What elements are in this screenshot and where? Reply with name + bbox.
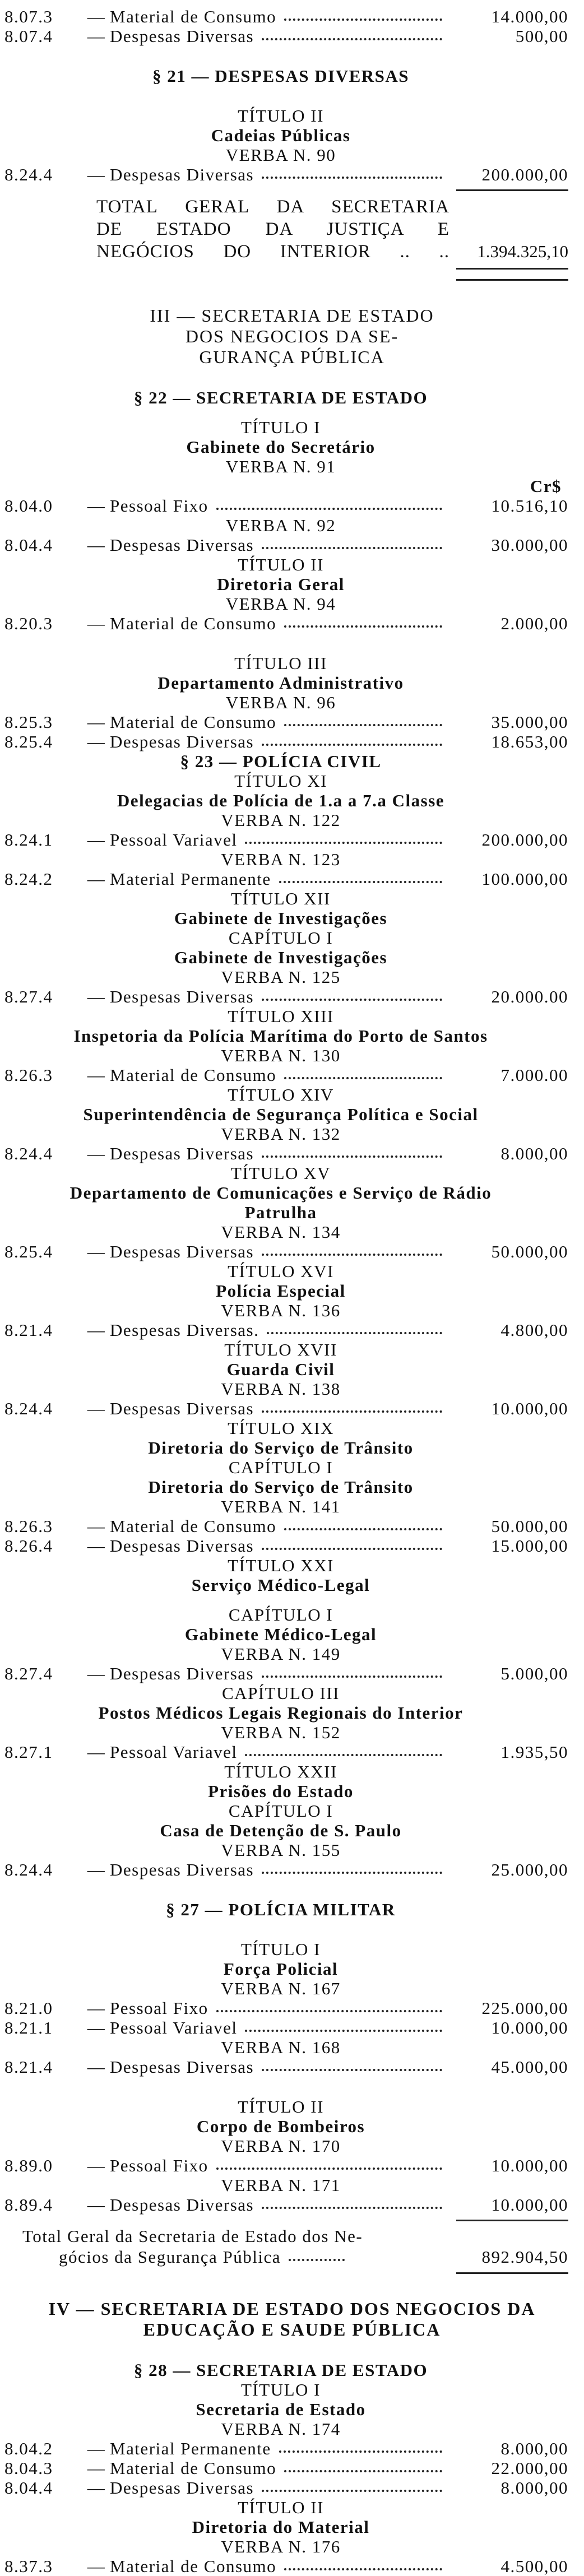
item-amount: 50.000,00 (491, 1516, 568, 1536)
dash-separator: — (87, 1320, 106, 1340)
currency-label: Cr$ (530, 476, 562, 496)
item-code: 8.27.4 (4, 987, 53, 1006)
item-label: Despesas Diversas. (110, 1320, 259, 1340)
department-name: Gabinete de Investigações (174, 948, 388, 967)
item-amount: 10.000,00 (491, 2156, 568, 2175)
item-amount: 4.800,00 (500, 1320, 568, 1340)
budget-line-item (0, 2018, 584, 2037)
item-label: Despesas Diversas (110, 1242, 254, 1261)
department-name: Diretoria do Material (192, 2517, 370, 2537)
department-name: Força Policial (223, 1959, 339, 1979)
dot-leader (245, 2024, 442, 2032)
department-name: Gabinete Médico-Legal (184, 1624, 377, 1644)
budget-line-item (0, 830, 584, 850)
dot-leader (262, 2484, 442, 2492)
grand-total-line: DE ESTADO DA JUSTIÇA E (96, 219, 449, 239)
title-heading: TÍTULO XIII (228, 1006, 334, 1026)
dot-leader (262, 1248, 442, 1256)
item-amount: 7.000.00 (500, 1065, 568, 1085)
title-heading: TÍTULO II (238, 2097, 324, 2117)
title-heading: TÍTULO XI (234, 771, 327, 791)
department-name: Postos Médicos Legais Regionais do Interior (98, 1703, 464, 1723)
item-code: 8.26.3 (4, 1516, 53, 1536)
dash-separator: — (87, 1664, 106, 1683)
item-label: Material de Consumo (110, 2556, 277, 2576)
item-code: 8.24.1 (4, 830, 53, 850)
section-heading: § 27 — POLÍCIA MILITAR (166, 1900, 396, 1919)
item-amount: 8.000,00 (500, 2439, 568, 2458)
department-name: Secretaria de Estado (196, 2399, 366, 2419)
verba-number: VERBA N. 168 (221, 2037, 341, 2057)
budget-line-item (0, 712, 584, 732)
department-name: Cadeias Públicas (211, 126, 351, 145)
dot-leader (245, 1748, 442, 1756)
dash-separator: — (87, 165, 106, 184)
budget-line-item (0, 2556, 584, 2576)
grand-total-amount: 1.394.325,10 (477, 242, 568, 261)
dash-separator: — (87, 1742, 106, 1762)
item-code: 8.24.2 (4, 869, 53, 889)
budget-line-item (0, 869, 584, 889)
verba-number: VERBA N. 134 (221, 1222, 341, 1242)
grand-total-line: gócios da Segurança Pública (59, 2247, 281, 2267)
title-heading: CAPÍTULO I (228, 928, 333, 948)
item-amount: 8.000,00 (500, 2478, 568, 2498)
spacer (0, 46, 584, 66)
spacer (0, 1919, 584, 1939)
item-amount: 1.935,50 (500, 1742, 568, 1762)
title-heading: CAPÍTULO I (228, 1605, 333, 1624)
secretaria-heading-line: DOS NEGOCIOS DA SE- (185, 326, 399, 346)
title-heading: TÍTULO XII (231, 889, 331, 908)
verba-number: VERBA N. 132 (221, 1124, 341, 1144)
department-name: Diretoria do Serviço de Trânsito (148, 1477, 414, 1497)
dash-separator: — (87, 26, 106, 46)
dash-separator: — (87, 869, 106, 889)
dash-separator: — (87, 535, 106, 555)
grand-total-line: NEGÓCIOS DO INTERIOR .. .. (96, 242, 449, 262)
secretaria-heading-line: IV — SECRETARIA DE ESTADO DOS NEGOCIOS DA (48, 2299, 536, 2319)
secretaria-heading (0, 2299, 584, 2340)
verba-number: VERBA N. 174 (221, 2419, 341, 2439)
item-amount: 30.000,00 (491, 535, 568, 555)
item-label: Material de Consumo (110, 7, 277, 26)
budget-line-item (0, 1065, 584, 1085)
budget-line-item (0, 1860, 584, 1879)
budget-line-item (0, 2478, 584, 2498)
title-heading: TÍTULO XVI (228, 1261, 334, 1281)
dot-leader (262, 993, 442, 1001)
dash-separator: — (87, 1860, 106, 1879)
item-amount: 14.000,00 (491, 7, 568, 26)
spacer (0, 2278, 584, 2299)
department-name: Diretoria Geral (217, 574, 345, 594)
item-code: 8.24.4 (4, 1860, 53, 1879)
verba-number: VERBA N. 94 (225, 594, 336, 614)
item-code: 8.07.3 (4, 7, 53, 26)
item-label: Despesas Diversas (110, 26, 254, 46)
department-name: Delegacias de Polícia de 1.a a 7.a Classe (117, 791, 445, 810)
department-name: Polícia Especial (216, 1281, 346, 1301)
item-code: 8.21.1 (4, 2018, 53, 2037)
item-label: Despesas Diversas (110, 535, 254, 555)
budget-line-item (0, 732, 584, 751)
item-label: Material Permanente (110, 869, 271, 889)
sum-rule-divider (0, 2215, 584, 2226)
dot-leader (262, 1542, 442, 1550)
verba-number: VERBA N. 130 (221, 1046, 341, 1065)
budget-line-item (0, 1664, 584, 1683)
dash-separator: — (87, 732, 106, 751)
item-amount: 25.000,00 (491, 1860, 568, 1879)
budget-line-item (0, 7, 584, 26)
item-amount: 225.000,00 (481, 1998, 568, 2018)
spacer (0, 407, 584, 417)
sum-rule-divider (0, 263, 584, 274)
title-heading: TÍTULO XIV (228, 1085, 334, 1104)
budget-line-item (0, 1144, 584, 1163)
item-code: 8.21.4 (4, 2057, 53, 2077)
budget-line-item (0, 2195, 584, 2215)
department-name: Inspetoria da Polícia Marítima do Porto de Santos (73, 1026, 488, 1046)
dash-separator: — (87, 2478, 106, 2498)
item-label: Pessoal Variavel (110, 1742, 238, 1762)
dot-leader (289, 2253, 345, 2261)
dot-leader (262, 1866, 442, 1874)
dot-leader (267, 1326, 442, 1334)
item-label: Material de Consumo (110, 2458, 277, 2478)
grand-total-line: TOTAL GERAL DA SECRETARIA (96, 197, 449, 217)
department-name: Guarda Civil (226, 1359, 335, 1379)
item-amount: 2.000,00 (500, 614, 568, 633)
item-label: Despesas Diversas (110, 987, 254, 1006)
dot-leader (216, 2004, 442, 2012)
department-name: Departamento Administrativo (157, 673, 404, 693)
title-heading: TÍTULO I (241, 1939, 321, 1959)
item-label: Despesas Diversas (110, 165, 254, 184)
item-label: Despesas Diversas (110, 1536, 254, 1556)
dot-leader (279, 2445, 442, 2453)
item-label: Pessoal Fixo (110, 496, 208, 516)
department-name: Superintendência de Segurança Política e Social (83, 1104, 479, 1124)
dash-separator: — (87, 614, 106, 633)
dash-separator: — (87, 496, 106, 516)
title-heading: TÍTULO I (241, 417, 321, 437)
item-amount: 15.000,00 (491, 1536, 568, 1556)
grand-total-label (96, 196, 449, 263)
dash-separator: — (87, 2439, 106, 2458)
item-amount: 20.000.00 (491, 987, 568, 1006)
verba-number: VERBA N. 92 (225, 516, 336, 535)
item-label: Pessoal Variavel (110, 830, 238, 850)
title-heading: TÍTULO XXI (228, 1556, 334, 1575)
spacer (0, 2340, 584, 2360)
dash-separator: — (87, 7, 106, 26)
item-amount: 8.000,00 (500, 1144, 568, 1163)
verba-number: VERBA N. 136 (221, 1301, 341, 1320)
item-amount: 18.653,00 (491, 732, 568, 751)
grand-total (0, 196, 584, 263)
dot-leader (284, 718, 442, 726)
dot-leader (216, 502, 442, 510)
budget-line-item (0, 1242, 584, 1261)
dash-separator: — (87, 1998, 106, 2018)
budget-line-item (0, 26, 584, 46)
item-label: Despesas Diversas (110, 2195, 254, 2215)
dot-leader (284, 620, 442, 628)
item-label: Pessoal Variavel (110, 2018, 238, 2037)
verba-number: VERBA N. 90 (225, 145, 336, 165)
grand-total-amount: 892.904,50 (481, 2247, 568, 2267)
dot-leader (262, 171, 442, 179)
spacer (0, 1595, 584, 1605)
item-amount: 500,00 (515, 26, 568, 46)
secretaria-heading-line: III — SECRETARIA DE ESTADO (150, 305, 434, 326)
item-code: 8.27.4 (4, 1664, 53, 1683)
item-label: Despesas Diversas (110, 2478, 254, 2498)
item-amount: 4.500,00 (500, 2556, 568, 2576)
item-code: 8.25.4 (4, 1242, 53, 1261)
secretaria-heading-line: EDUCAÇÃO E SAUDE PÚBLICA (143, 2319, 441, 2340)
item-label: Despesas Diversas (110, 1664, 254, 1683)
item-code: 8.07.4 (4, 26, 53, 46)
item-code: 8.21.0 (4, 1998, 53, 2018)
item-amount: 10.000,00 (491, 2195, 568, 2215)
department-name: Serviço Médico-Legal (191, 1575, 370, 1595)
dot-leader (262, 541, 442, 549)
department-name: Casa de Detenção de S. Paulo (160, 1821, 402, 1840)
budget-line-item (0, 1320, 584, 1340)
item-amount: 50.000,00 (491, 1242, 568, 1261)
title-heading: CAPÍTULO I (228, 1458, 333, 1477)
spacer (0, 86, 584, 106)
dot-leader (245, 836, 442, 844)
dash-separator: — (87, 987, 106, 1006)
item-code: 8.89.0 (4, 2156, 53, 2175)
dot-leader (284, 2464, 442, 2472)
budget-line-item (0, 2458, 584, 2478)
section-heading: § 21 — DESPESAS DIVERSAS (152, 66, 410, 86)
item-code: 8.04.2 (4, 2439, 53, 2458)
item-label: Material de Consumo (110, 1065, 277, 1085)
dot-leader (262, 1405, 442, 1413)
dash-separator: — (87, 2156, 106, 2175)
spacer (0, 1879, 584, 1900)
dot-leader (279, 875, 442, 883)
dash-separator: — (87, 2556, 106, 2576)
verba-number: VERBA N. 96 (225, 693, 336, 712)
item-label: Despesas Diversas (110, 732, 254, 751)
item-code: 8.04.4 (4, 535, 53, 555)
item-label: Despesas Diversas (110, 1860, 254, 1879)
grand-total-line: Total Geral da Secretaria de Estado dos Ne- (22, 2226, 363, 2246)
budget-line-item (0, 614, 584, 633)
section-heading: § 23 — POLÍCIA CIVIL (180, 751, 382, 771)
item-code: 8.04.0 (4, 496, 53, 516)
dot-leader (216, 2162, 442, 2170)
budget-line-item (0, 1536, 584, 1556)
verba-number: VERBA N. 141 (221, 1497, 341, 1516)
item-amount: 100.000,00 (481, 869, 568, 889)
grand-total-line-row (22, 2247, 568, 2267)
item-label: Material Permanente (110, 2439, 271, 2458)
verba-number: VERBA N. 170 (221, 2136, 341, 2156)
title-heading: TÍTULO II (238, 106, 324, 126)
department-name: Departamento de Comunicações e Serviço de Rádio (69, 1183, 492, 1203)
budget-line-item (0, 496, 584, 516)
verba-number: VERBA N. 167 (221, 1979, 341, 1998)
verba-number: VERBA N. 171 (221, 2175, 341, 2195)
verba-number: VERBA N. 152 (221, 1723, 341, 1742)
item-code: 8.24.4 (4, 1144, 53, 1163)
item-code: 8.25.3 (4, 712, 53, 732)
item-amount: 22.000,00 (491, 2458, 568, 2478)
item-code: 8.04.4 (4, 2478, 53, 2498)
title-heading: TÍTULO II (238, 2498, 324, 2517)
dot-leader (262, 1670, 442, 1678)
spacer (0, 2077, 584, 2097)
spacer (0, 285, 584, 305)
title-heading: TÍTULO XVII (224, 1340, 337, 1359)
item-code: 8.89.4 (4, 2195, 53, 2215)
dot-leader (284, 1071, 442, 1079)
department-name: Corpo de Bombeiros (196, 2117, 365, 2136)
budget-line-item (0, 2057, 584, 2077)
item-label: Despesas Diversas (110, 2057, 254, 2077)
department-name: Prisões do Estado (208, 1781, 354, 1801)
department-name: Gabinete de Investigações (174, 908, 388, 928)
sum-rule-divider (0, 2267, 584, 2278)
verba-number: VERBA N. 176 (221, 2537, 341, 2556)
title-heading: TÍTULO II (238, 555, 324, 574)
dash-separator: — (87, 1516, 106, 1536)
budget-line-item (0, 1399, 584, 1418)
item-label: Despesas Diversas (110, 1144, 254, 1163)
item-code: 8.25.4 (4, 732, 53, 751)
budget-line-item (0, 987, 584, 1006)
item-amount: 10.000,00 (491, 1399, 568, 1418)
verba-number: VERBA N. 138 (221, 1379, 341, 1399)
dash-separator: — (87, 1144, 106, 1163)
sum-rule-divider (0, 184, 584, 196)
dash-separator: — (87, 2018, 106, 2037)
item-amount: 200.000,00 (481, 830, 568, 850)
dash-separator: — (87, 1065, 106, 1085)
title-heading: TÍTULO XV (231, 1163, 331, 1183)
item-label: Pessoal Fixo (110, 2156, 208, 2175)
verba-number: VERBA N. 149 (221, 1644, 341, 1664)
item-code: 8.37.3 (4, 2556, 53, 2576)
item-code: 8.27.1 (4, 1742, 53, 1762)
dot-leader (262, 2201, 442, 2209)
verba-number: VERBA N. 123 (221, 850, 341, 869)
item-label: Pessoal Fixo (110, 1998, 208, 2018)
dash-separator: — (87, 2458, 106, 2478)
dash-separator: — (87, 712, 106, 732)
budget-line-item (0, 1742, 584, 1762)
dash-separator: — (87, 1242, 106, 1261)
dash-separator: — (87, 830, 106, 850)
section-heading: § 22 — SECRETARIA DE ESTADO (133, 388, 428, 407)
item-code: 8.04.3 (4, 2458, 53, 2478)
dot-leader (262, 33, 442, 40)
item-code: 8.20.3 (4, 614, 53, 633)
verba-number: VERBA N. 125 (221, 967, 341, 987)
item-amount: 10.516,10 (491, 496, 568, 516)
department-name: Diretoria do Serviço de Trânsito (148, 1438, 414, 1458)
dot-leader (262, 738, 442, 746)
item-label: Material de Consumo (110, 614, 277, 633)
item-code: 8.21.4 (4, 1320, 53, 1340)
item-code: 8.24.4 (4, 165, 53, 184)
title-heading: TÍTULO I (241, 2380, 321, 2399)
item-amount: 35.000,00 (491, 712, 568, 732)
title-heading: CAPÍTULO III (222, 1683, 340, 1703)
item-amount: 5.000,00 (500, 1664, 568, 1683)
section-heading: § 28 — SECRETARIA DE ESTADO (133, 2360, 428, 2380)
secretaria-heading (0, 305, 584, 368)
dot-leader (284, 2563, 442, 2570)
dash-separator: — (87, 2195, 106, 2215)
budget-line-item (0, 1998, 584, 2018)
budget-line-item (0, 165, 584, 184)
budget-line-item (0, 535, 584, 555)
title-heading: CAPÍTULO I (228, 1801, 333, 1821)
budget-line-item (0, 2156, 584, 2175)
grand-total (0, 2226, 584, 2267)
title-heading: TÍTULO XIX (228, 1418, 334, 1438)
dot-leader (262, 1150, 442, 1158)
item-label: Despesas Diversas (110, 1399, 254, 1418)
department-name: Gabinete do Secretário (186, 437, 376, 457)
item-code: 8.24.4 (4, 1399, 53, 1418)
item-amount: 45.000,00 (491, 2057, 568, 2077)
dash-separator: — (87, 1399, 106, 1418)
budget-line-item (0, 2439, 584, 2458)
item-code: 8.26.3 (4, 1065, 53, 1085)
verba-number: VERBA N. 91 (225, 457, 336, 476)
dot-leader (284, 1523, 442, 1530)
dot-leader (262, 2063, 442, 2071)
dash-separator: — (87, 2057, 106, 2077)
dot-leader (284, 13, 442, 21)
item-amount: 200.000,00 (481, 165, 568, 184)
spacer (0, 368, 584, 388)
secretaria-heading-line: GURANÇA PÚBLICA (199, 347, 385, 367)
dash-separator: — (87, 1536, 106, 1556)
item-code: 8.26.4 (4, 1536, 53, 1556)
title-heading: TÍTULO III (234, 653, 327, 673)
budget-line-item (0, 1516, 584, 1536)
spacer (0, 633, 584, 653)
verba-number: VERBA N. 122 (221, 810, 341, 830)
verba-number: VERBA N. 155 (221, 1840, 341, 1860)
item-amount: 10.000,00 (491, 2018, 568, 2037)
title-heading: TÍTULO XXII (224, 1762, 337, 1781)
department-name: Patrulha (244, 1203, 317, 1222)
item-label: Material de Consumo (110, 712, 277, 732)
item-label: Material de Consumo (110, 1516, 277, 1536)
sum-rule-divider (0, 274, 584, 285)
